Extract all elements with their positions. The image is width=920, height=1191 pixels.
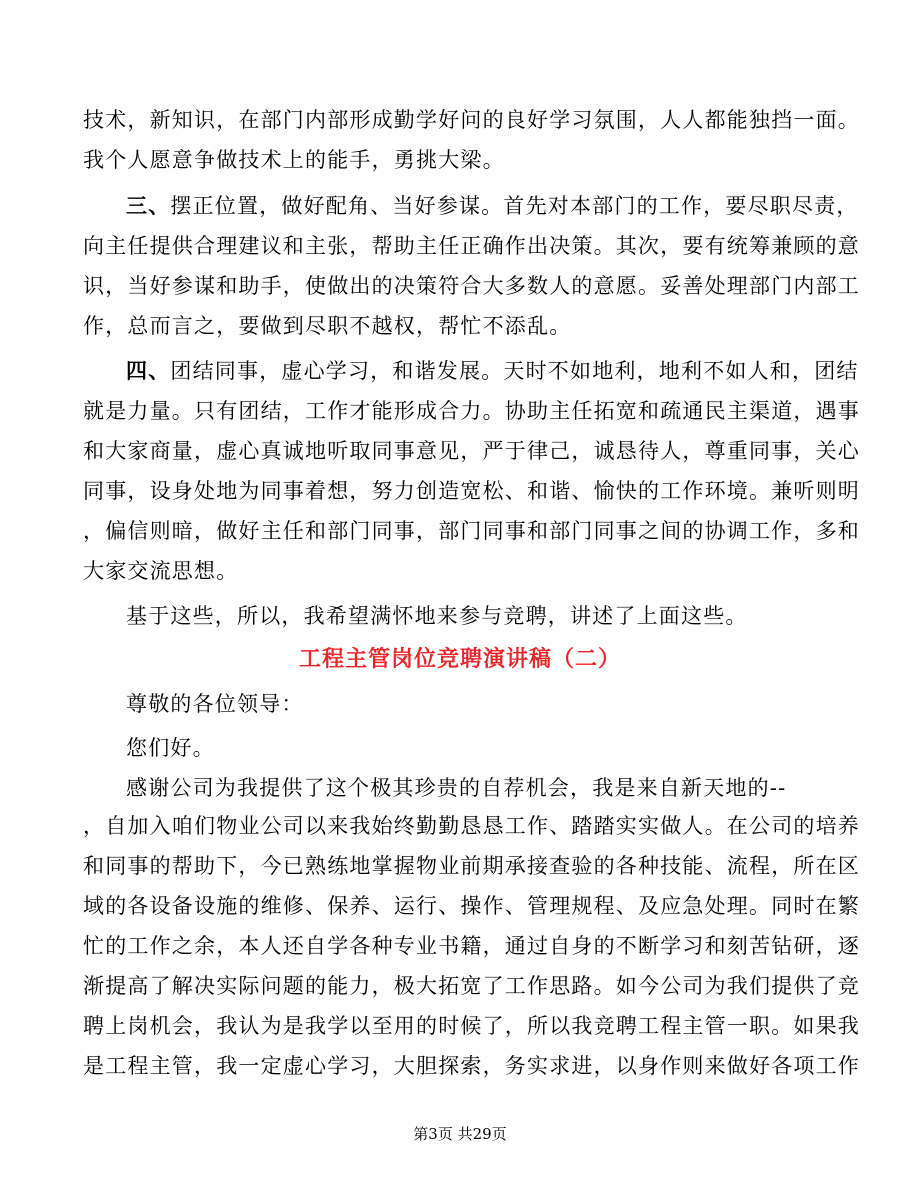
body-line-5: 忙的工作之余，本人还自学各种专业书籍，通过自身的不断学习和刻苦钻研，逐 [83,934,860,958]
body-line-8: 是工程主管，我一定虚心学习，大胆探索，务实求进，以身作则来做好各项工作 [83,1054,860,1078]
paragraph-4-line-4: 同事，设身处地为同事着想，努力创造宽松、和谐、愉快的工作环境。兼听则明 [83,479,860,503]
paragraph-4-heading: 四、 [126,358,171,383]
body-line-7: 聘上岗机会，我认为是我学以至用的时候了，所以我竞聘工程主管一职。如果我 [83,1014,860,1038]
paragraph-3-line-2: 向主任提供合理建议和主张，帮助主任正确作出决策。其次，要有统筹兼顾的意 [83,234,860,258]
paragraph-1-line-1: 技术，新知识，在部门内部形成勤学好问的良好学习氛围，人人都能独挡一面。 [83,108,860,132]
paragraph-3-line-4: 作，总而言之，要做到尽职不越权，帮忙不添乱。 [83,314,572,338]
paragraph-3-line-1 [126,192,859,220]
body-line-2: ，自加入咱们物业公司以来我始终勤勤恳恳工作、踏踏实实做人。在公司的培养 [83,814,860,838]
closing-line: 基于这些，所以，我希望满怀地来参与竞聘，讲述了上面这些。 [126,604,748,628]
body-line-4: 域的各设备设施的维修、保养、运行、操作、管理规程、及应急处理。同时在繁 [83,894,860,918]
paragraph-3-line-3: 识，当好参谋和助手，使做出的决策符合大多数人的意愿。妥善处理部门内部工 [83,274,860,298]
paragraph-4-line-1-text: 团结同事，虚心学习，和谐发展。天时不如地利，地利不如人和，团结 [170,359,859,383]
paragraph-3-line-1-text: 摆正位置，做好配角、当好参谋。首先对本部门的工作，要尽职尽责， [170,194,859,218]
paragraph-4-line-1 [126,357,859,385]
greeting: 您们好。 [126,736,215,760]
paragraph-3-heading: 三、 [126,193,171,218]
paragraph-4-line-2: 就是力量。只有团结，工作才能形成合力。协助主任拓宽和疏通民主渠道，遇事 [83,399,860,423]
paragraph-1-line-2: 我个人愿意争做技术上的能手，勇挑大梁。 [83,148,505,172]
body-line-1: 感谢公司为我提供了这个极其珍贵的自荐机会，我是来自新天地的-- [126,776,787,800]
paragraph-4-line-5: ，偏信则暗，做好主任和部门同事，部门同事和部门同事之间的协调工作，多和 [83,519,860,543]
salutation: 尊敬的各位领导： [126,692,304,716]
body-line-3: 和同事的帮助下，今已熟练地掌握物业前期承接查验的各种技能、流程，所在区 [83,854,860,878]
section-title: 工程主管岗位竞聘演讲稿（二） [298,646,621,672]
body-line-6: 渐提高了解决实际问题的能力，极大拓宽了工作思路。如今公司为我们提供了竞 [83,974,860,998]
paragraph-4-line-3: 和大家商量，虚心真诚地听取同事意见，严于律己，诚恳待人，尊重同事，关心 [83,439,860,463]
page-number: 第3页 共29页 [413,1125,507,1143]
paragraph-4-line-6: 大家交流思想。 [83,559,239,583]
